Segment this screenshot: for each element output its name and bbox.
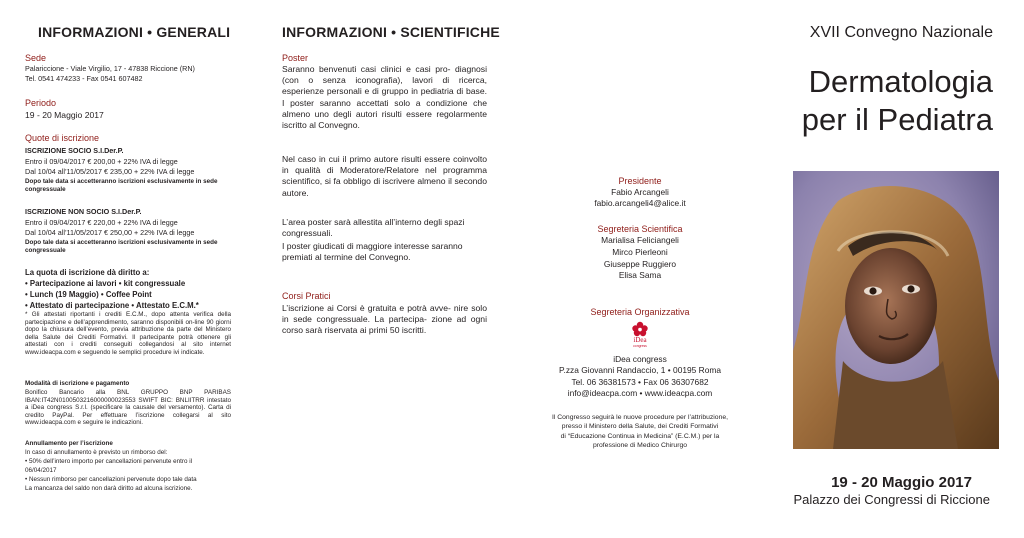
periodo-label: Periodo	[25, 98, 57, 108]
ecm-note: * Gli attestati riportanti i crediti E.C.M., dopo attenta verifica della partecipazione e dell’apprendimento, saranno disponibili on-line 90 giorni dopo la chiusura dell’evento, previa attribuzione da parte del Ministero della Salute dei Crediti Formativi. Il partecipante potrà ottenere gli attestati con i crediti conseguiti collegandosi al sito internet www.ideacpa.com e seguendo le semplici procedure ivi indicate.	[25, 311, 231, 356]
segreteria-scientifica-member: Mirco Pierleoni	[612, 247, 668, 257]
annullamento-line: • 50% dell’intero importo per cancellazioni pervenute entro il	[25, 458, 193, 465]
idea-logo-subtext: congress	[633, 344, 647, 348]
corsi-label: Corsi Pratici	[282, 291, 331, 301]
cover-venue: Palazzo dei Congressi di Riccione	[793, 492, 990, 507]
idea-logo-text: iDea	[633, 336, 647, 344]
poster-label: Poster	[282, 53, 309, 63]
diritto-item: • Attestato di partecipazione • Attestato E.C.M.*	[25, 301, 199, 310]
general-info-heading: INFORMAZIONI • GENERALI	[38, 24, 231, 40]
annullamento-line: • Nessun rimborso per cancellazioni pervenute dopo tale data	[25, 476, 197, 483]
nonsocio-rate-2: Dal 10/04 all’11/05/2017 € 250,00 + 22% IVA di legge	[25, 228, 195, 237]
diritto-item: • Partecipazione ai lavori • kit congressuale	[25, 279, 186, 288]
diritto-item: • Lunch (19 Maggio) • Coffee Point	[25, 290, 152, 299]
diritto-title: La quota di iscrizione dà diritto a:	[25, 268, 150, 277]
nonsocio-title: ISCRIZIONE NON SOCIO S.I.Der.P.	[25, 207, 142, 216]
segreteria-scientifica-label: Segreteria Scientifica	[597, 224, 683, 234]
socio-note-1: Dopo tale data si accetteranno iscrizioni esclusivamente in sede	[25, 178, 218, 185]
org-phone: Tel. 06 36381573 • Fax 06 36307682	[571, 377, 709, 387]
convegno-subtitle: XVII Convegno Nazionale	[809, 24, 993, 41]
sede-address: Palariccione - Viale Virgilio, 17 - 47838 Riccione (RN)	[25, 64, 195, 73]
cover-date: 19 - 20 Maggio 2017	[831, 474, 972, 491]
modalita-title: Modalità di iscrizione e pagamento	[25, 380, 130, 387]
socio-rate-1: Entro il 09/04/2017 € 200,00 + 22% IVA di legge	[25, 157, 178, 166]
org-web: info@ideacpa.com • www.ideacpa.com	[567, 388, 713, 398]
poster-paragraph-3: L’area poster sarà allestita all’interno degli spazi congressuali.	[282, 217, 465, 239]
nonsocio-note-2: congressuale	[25, 247, 66, 254]
annullamento-line: La mancanza del saldo non darà diritto ad alcuna iscrizione.	[25, 485, 193, 492]
annullamento-line: 06/04/2017	[25, 467, 57, 474]
ecm-disclaimer-line: professione di Medico Chirurgo	[592, 442, 688, 449]
quote-label: Quote di iscrizione	[25, 133, 100, 143]
socio-title: ISCRIZIONE SOCIO S.I.Der.P.	[25, 146, 124, 155]
org-address: P.zza Giovanni Randaccio, 1 • 00195 Roma	[559, 365, 721, 375]
annullamento-title: Annullamento per l’iscrizione	[25, 440, 113, 447]
sede-phone: Tel. 0541 474233 - Fax 0541 607482	[25, 74, 143, 83]
segreteria-org-label: Segreteria Organizzativa	[590, 307, 690, 317]
cover-title-line-2: per il Pediatra	[801, 102, 993, 137]
segreteria-scientifica-member: Giuseppe Ruggiero	[603, 259, 677, 269]
poster-paragraph-1: Saranno benvenuti casi clinici e casi pro- diagnosi (con o senza iconografia), lavori di ricerca, esperienze personali e di gruppo in pediatria di base. I poster saranno accettati solo a condizione che almeno uno degli autori risulti essere regolarmente iscritto al Convegno.	[282, 64, 487, 131]
periodo-value: 19 - 20 Maggio 2017	[25, 110, 104, 120]
socio-note-2: congressuale	[25, 186, 66, 193]
ecm-disclaimer-line: di “Educazione Continua in Medicina” (E.C.M.) per la	[560, 433, 720, 440]
socio-rate-2: Dal 10/04 all’11/05/2017 € 235,00 + 22% IVA di legge	[25, 167, 195, 176]
idea-congress-logo	[624, 320, 656, 350]
cover-title-line-1: Dermatologia	[808, 64, 993, 99]
modalita-text: Bonifico Bancario alla BNL GRUPPO BNP PARIBAS IBAN:IT42N0100503216000000023553 SWIFT BIC: BNLIITRR intestato a iDea congress S.r.l. (specificare la causale del versamento). Carta di credito PayPal. Per effettuare l’iscrizione collegarsi al sito www.ideacpa.com e seguire le indicazioni.	[25, 389, 231, 427]
sede-label: Sede	[25, 53, 47, 63]
poster-paragraph-4: I poster giudicati di maggiore interesse saranno premiati al termine del Convegno.	[282, 241, 463, 263]
corsi-text: L’iscrizione ai Corsi è gratuita e potrà avve- nire solo in sede congressuale. La partecipa- zione ad ogni corso sarà riservata ai primi 50 iscritti.	[282, 303, 487, 336]
org-company: iDea congress	[613, 354, 667, 364]
scientific-info-heading: INFORMAZIONI • SCIENTIFICHE	[282, 24, 500, 40]
presidente-label: Presidente	[618, 176, 662, 186]
presidente-name: Fabio Arcangeli	[611, 187, 669, 197]
poster-paragraph-2: Nel caso in cui il primo autore risulti essere coinvolto in qualità di Moderatore/Relatore nel programma scientifico, si fa obbligo di iscrivere almeno il secondo autore.	[282, 154, 487, 198]
annullamento-line: In caso di annullamento è previsto un rimborso del:	[25, 449, 168, 456]
segreteria-scientifica-member: Elisa Sama	[618, 270, 662, 280]
nonsocio-note-1: Dopo tale data si accetteranno iscrizioni esclusivamente in sede	[25, 239, 218, 246]
ecm-disclaimer-line: presso il Ministero della Salute, dei Crediti Formativi	[561, 423, 719, 430]
nonsocio-rate-1: Entro il 09/04/2017 € 220,00 + 22% IVA di legge	[25, 218, 178, 227]
cover-portrait-image	[793, 171, 999, 449]
ecm-disclaimer-line: Il Congresso seguirà le nuove procedure per l’attribuzione,	[551, 414, 729, 421]
segreteria-scientifica-member: Marialisa Feliciangeli	[601, 235, 679, 245]
presidente-email: fabio.arcangeli4@alice.it	[594, 198, 686, 208]
